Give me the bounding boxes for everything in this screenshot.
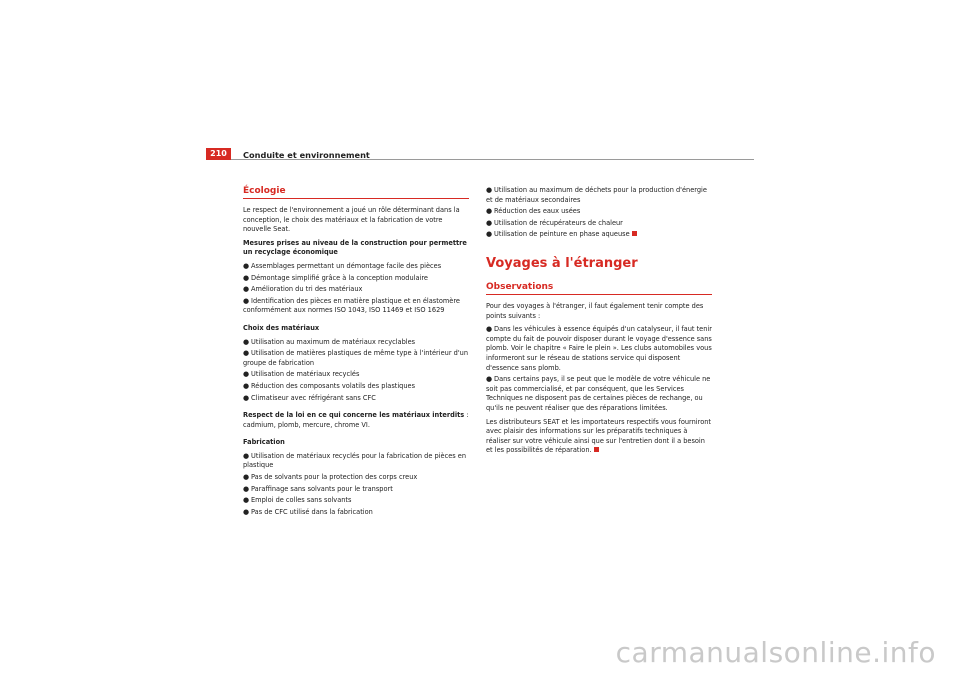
closing-paragraph: Les distributeurs SEAT et les importateurs respectifs vous fourniront avec plaisir des informations sur les préparatifs techniques à réaliser sur votre véhicule ainsi que sur l'entretien dont il a besoin et les possibilités de réparation. [486, 417, 712, 455]
bullet-icon: ● [243, 507, 250, 516]
list-item: ● Emploi de colles sans solvants [243, 496, 352, 505]
list-recyclage [243, 262, 469, 316]
list-item: ● Utilisation au maximum de matériaux recyclables [243, 337, 416, 346]
list-item: ● Réduction des eaux usées [486, 207, 581, 216]
bullet-icon: ● [243, 349, 250, 358]
watermark: carmanualsonline.info [615, 636, 936, 669]
chapter-title: Voyages à l'étranger [486, 255, 638, 271]
bullet-icon: ● [243, 393, 250, 402]
intro-paragraph: Le respect de l'environnement a joué un rôle déterminant dans la conception, le choix des matériaux et la fabrication de votre nouvelle Seat. [243, 206, 460, 234]
bullet-icon: ● [243, 473, 250, 482]
list-item: ● Assemblages permettant un démontage facile des pièces [243, 261, 442, 270]
list-item: ● Utilisation de peinture en phase aqueuse [486, 230, 712, 240]
bullet-icon: ● [243, 337, 250, 346]
list-item: ● Pas de CFC utilisé dans la fabrication [243, 507, 373, 516]
list-item: ● Utilisation au maximum de déchets pour la production d'énergie et de matériaux secondaires [486, 186, 707, 204]
list-item: ● Réduction des composants volatils des plastiques [243, 381, 416, 390]
bullet-icon: ● [243, 370, 250, 379]
list-observations [486, 325, 712, 413]
left-column [243, 186, 469, 519]
list-item: ● Dans certains pays, il se peut que le modèle de votre véhicule ne soit pas commercialisé, et par conséquent, que les Services Techniques ne disposent pas de certaines pièces de rechange, ou qu'ils ne peuvent réaliser que des réparations limitées. [486, 375, 711, 412]
list-fabrication [243, 452, 469, 518]
interdits-text: : cadmium, plomb, mercure, chrome VI. [243, 411, 469, 429]
bullet-icon: ● [243, 261, 250, 270]
subheading-recyclage: Mesures prises au niveau de la construction pour permettre un recyclage économique [243, 238, 467, 257]
list-item: ● Paraffinage sans solvants pour le transport [243, 484, 393, 493]
subheading-fabrication: Fabrication [243, 438, 285, 447]
list-item: ● Utilisation de matériaux recyclés [243, 370, 360, 379]
list-item: ● Climatiseur avec réfrigérant sans CFC [243, 393, 376, 402]
bullet-icon: ● [486, 230, 493, 239]
list-materiaux [243, 338, 469, 404]
list-ecologie-suite [486, 186, 712, 240]
list-item: ● Dans les véhicules à essence équipés d'un catalyseur, il faut tenir compte du fait de pouvoir disposer durant le voyage d'essence sans plomb. Voir le chapitre « Faire le plein ». Les clubs automobiles vous informeront sur le réseau de stations service qui disposent d'essence sans plomb. [486, 325, 712, 372]
section-title-ecologie: Écologie [243, 186, 469, 199]
end-of-section-icon [632, 231, 637, 236]
list-item: ● Utilisation de récupérateurs de chaleur [486, 218, 623, 227]
running-title: Conduite et environnement [243, 150, 370, 160]
subheading-materiaux: Choix des matériaux [243, 323, 320, 332]
bullet-icon: ● [243, 451, 250, 460]
bullet-icon: ● [486, 325, 493, 334]
list-item: ● Amélioration du tri des matériaux [243, 285, 363, 294]
list-item: ● Utilisation de matériaux recyclés pour la fabrication de pièces en plastique [243, 451, 467, 470]
list-item: ● Pas de solvants pour la protection des corps creux [243, 473, 418, 482]
right-column [486, 186, 712, 460]
bullet-icon: ● [243, 496, 250, 505]
list-item: ● Utilisation de matières plastiques de même type à l'intérieur d'un groupe de fabrication [243, 349, 468, 367]
bullet-icon: ● [243, 484, 250, 493]
page-number: 210 [206, 148, 231, 160]
bullet-icon: ● [486, 375, 493, 384]
interdits-bold: Respect de la loi en ce qui concerne les matériaux interdits [243, 411, 465, 420]
bullet-icon: ● [486, 186, 493, 194]
paragraph-interdits [243, 411, 469, 430]
bullet-icon: ● [243, 381, 250, 390]
list-item: ● Démontage simplifié grâce à la conception modulaire [243, 273, 428, 282]
bullet-icon: ● [486, 207, 493, 216]
bullet-icon: ● [243, 273, 250, 282]
bullet-icon: ● [243, 296, 250, 305]
end-of-section-icon [594, 447, 599, 452]
bullet-icon: ● [243, 285, 250, 294]
list-item: ● Identification des pièces en matière plastique et en élastomère conformément aux normes ISO 1043, ISO 11469 et ISO 1629 [243, 296, 460, 315]
bullet-icon: ● [486, 218, 493, 227]
section-title-observations: Observations [486, 282, 712, 295]
observations-intro: Pour des voyages à l'étranger, il faut également tenir compte des points suivants : [486, 301, 704, 320]
